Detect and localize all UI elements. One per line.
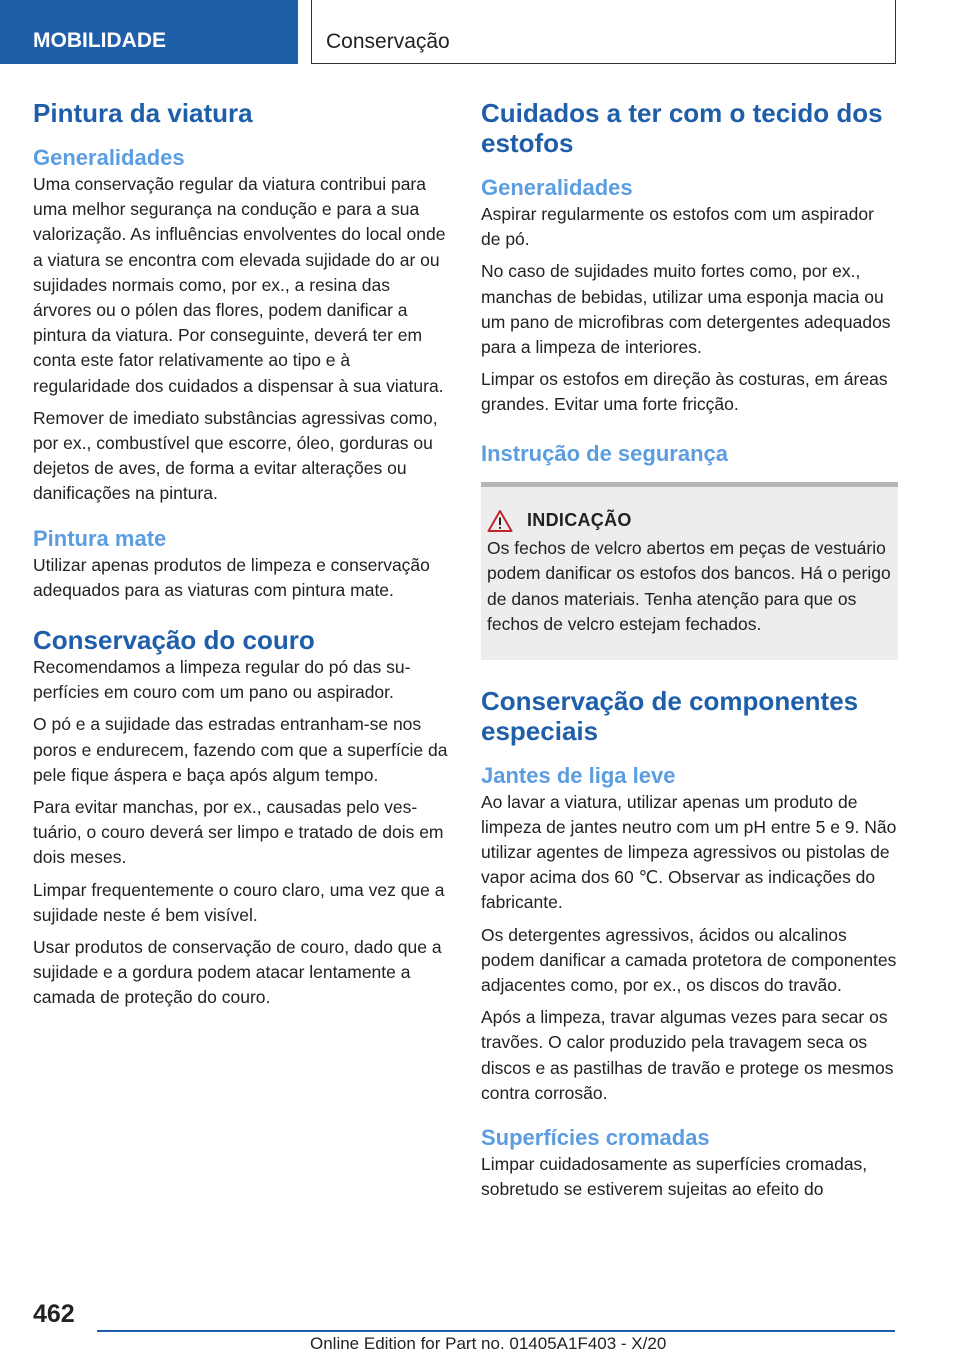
- general-subheading: Generalidades: [33, 145, 185, 170]
- notice-header: [487, 509, 898, 533]
- notice-title: INDICAÇÃO: [527, 510, 632, 531]
- page-number: 462: [33, 1300, 75, 1328]
- safety-subheading: Instrução de segurança: [481, 440, 728, 466]
- section-tab: MOBILIDADE: [0, 0, 298, 64]
- leather-paragraph-4: Limpar frequentemente o couro claro, uma vez que a sujidade neste é bem visível.: [33, 879, 445, 925]
- fabric-general-subheading: Generalidades: [481, 175, 633, 200]
- chapter-title: Conservação: [326, 30, 450, 53]
- footer-divider: [97, 1330, 895, 1332]
- general-paragraph-2: Remover de imediato substâncias agressivas como, por ex., combustível que escorre, óleo, gorduras ou dejetos de aves, de forma a evitar alterações ou danificações na pintura.: [33, 407, 438, 504]
- alloy-paragraph-1: Ao lavar a viatura, utilizar apenas um produto de limpeza de jantes neutro com um pH entre 5 e 9. Não utilizar agentes de limpeza agressivos ou pistolas de vapor acima dos 60 ℃. Observar as indicações do fabricante.: [481, 791, 897, 913]
- fabric-paragraph-1: Aspirar regularmente os estofos com um aspirador de pó.: [481, 204, 874, 250]
- footer-edition-text: Online Edition for Part no. 01405A1F403 - X/20: [310, 1334, 667, 1353]
- leather-paragraph-5: Usar produtos de conservação de couro, dado que a sujidade e a gordura podem atacar lentamente a camada de proteção do couro.: [33, 937, 442, 1008]
- leather-paragraph-1: Recomendamos a limpeza regular do pó das superfícies em couro com um pano ou aspirador.: [33, 657, 411, 703]
- alloy-wheels-subheading: Jantes de liga leve: [481, 762, 676, 788]
- paint-heading: Pintura da viatura: [33, 98, 253, 128]
- alloy-paragraph-2: Os detergentes agressivos, ácidos ou alcalinos podem danificar a camada protetora de componentes adjacentes como, por ex., os discos do travão.: [481, 924, 897, 996]
- general-paragraph-1: Uma conservação regular da viatura contribui para uma melhor segurança na condução e para a sua valorização. As influências envolventes do local onde a viatura se encontra com elevada sujidade do ar ou sujidades normais como, por ex., a resina das árvores ou o pólen das flores, podem danificar a pintura da viatura. Por conseguinte, deverá ter em conta este fator relativamente ao tipo e à regularidade dos cuidados a dispensar à sua viatura.: [33, 174, 446, 396]
- leather-heading: Conservação do couro: [33, 625, 315, 656]
- chrome-paragraph-1: Limpar cuidadosamente as superfícies cromadas, sobretudo se estiverem sujeitas ao efeito do: [481, 1154, 868, 1200]
- left-column: [33, 98, 448, 1011]
- notice-box: [481, 482, 898, 660]
- notice-text: Os fechos de velcro abertos em peças de vestuário podem danificar os estofos dos bancos. Há o perigo de danos materiais. Tenha atenção para que os fechos de velcro estejam fechados.: [487, 537, 891, 635]
- leather-paragraph-3: Para evitar manchas, por ex., causadas pelo vestuário, o couro deverá ser limpo e tratado de dois em dois meses.: [33, 797, 444, 868]
- chapter-header: [311, 0, 896, 64]
- fabric-heading: Cuidados a ter com o tecido dos estofos: [481, 98, 883, 158]
- fabric-paragraph-3: Limpar os estofos em direção às costuras, em áreas grandes. Evitar uma forte fricção.: [481, 369, 888, 415]
- special-components-heading: Conservação de componentes especiais: [481, 685, 859, 746]
- matte-subheading: Pintura mate: [33, 525, 167, 551]
- leather-paragraph-2: O pó e a sujidade das estradas entranham-se nos poros e endurecem, fazendo com que a superfície da pele fique áspera e baça após algum tempo.: [33, 714, 448, 785]
- alloy-paragraph-3: Após a limpeza, travar algumas vezes para secar os travões. O calor produzido pela travagem seca os discos e as pastilhas de travão e protege os mesmos contra corrosão.: [481, 1007, 894, 1103]
- right-column: [481, 98, 898, 1202]
- matte-paragraph: Utilizar apenas produtos de limpeza e conservação adequados para as viaturas com pintura mate.: [33, 554, 430, 600]
- warning-triangle-icon: [487, 509, 513, 533]
- fabric-paragraph-2: No caso de sujidades muito fortes como, por ex., manchas de bebidas, utilizar uma esponja macia ou um pano de microfibras com detergentes adequados para a limpeza de interiores.: [481, 261, 891, 358]
- chrome-subheading: Superfícies cromadas: [481, 1125, 710, 1151]
